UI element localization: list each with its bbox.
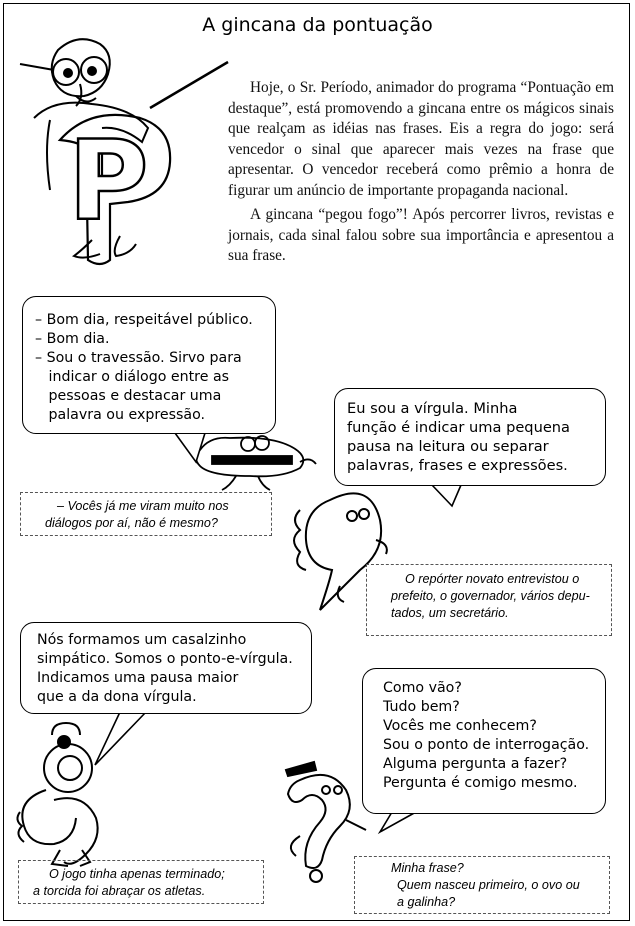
bubble-line: simpático. Somos o ponto-e-vírgula. — [37, 651, 293, 667]
bubble-virgula — [334, 388, 606, 486]
frase-line: diálogos por aí, não é mesmo? — [45, 516, 218, 530]
bubble-line: que a da dona vírgula. — [37, 689, 197, 705]
bubble-ponto-e-virgula — [20, 622, 312, 714]
bubble-line: palavras, frases e expressões. — [347, 457, 568, 474]
bubble-line: Alguma pergunta a fazer? — [383, 756, 568, 772]
bubble-line: Sou o ponto de interrogação. — [383, 737, 590, 753]
intro-paragraph-2: A gincana “pegou fogo”! Após percorrer livros, revistas e jornais, cada sinal falou sobre sua importância e apresentou a sua frase. — [228, 206, 614, 264]
bubble-line: Vocês me conhecem? — [383, 718, 537, 734]
bubble-line: função é indicar uma pequena — [347, 419, 570, 436]
frase-line: tados, um secretário. — [391, 606, 509, 620]
bubble-line: pessoas e destacar uma — [35, 388, 222, 404]
frase-line: Minha frase? — [391, 861, 464, 875]
bubble-travessao — [22, 296, 276, 434]
bubble-line: – Bom dia, respeitável público. — [35, 312, 253, 328]
frase-line: – Vocês já me viram muito nos — [57, 499, 229, 513]
bubble-line: palavra ou expressão. — [35, 407, 206, 423]
bubble-line: indicar o diálogo entre as — [35, 369, 230, 385]
frase-ponto-e-virgula — [18, 860, 264, 904]
bubble-line: Eu sou a vírgula. Minha — [347, 400, 518, 417]
frase-line: Quem nasceu primeiro, o ovo ou — [397, 878, 580, 892]
bubble-line: Indicamos uma pausa maior — [37, 670, 239, 686]
ponto-e-virgula-characters — [17, 723, 97, 866]
frase-line: O jogo tinha apenas terminado; — [49, 867, 225, 881]
frase-line: a torcida foi abraçar os atletas. — [33, 884, 206, 898]
frase-line: O repórter novato entrevistou o — [405, 572, 580, 586]
bubble-interrogacao — [362, 668, 606, 814]
frase-interrogacao — [354, 856, 610, 914]
frase-line: a galinha? — [397, 895, 456, 909]
mascot-letter-p: P — [68, 117, 149, 245]
bubble-line: Nós formamos um casalzinho — [37, 632, 247, 648]
bubble-line: Pergunta é comigo mesmo. — [383, 775, 578, 791]
bubble-line: – Bom dia. — [35, 331, 110, 347]
frase-travessao — [20, 492, 272, 536]
bubble-line: pausa na leitura ou separar — [347, 438, 549, 455]
frase-virgula — [366, 564, 612, 636]
intro-paragraph-1: Hoje, o Sr. Período, animador do programa “Pontuação em destaque”, está promovendo a gincana entre os mágicos sinais que realçam as idéias nas frases. Eis a regra do jogo: será vencedor o sinal que aparecer mais vezes na frase que apresentar. O vencedor receberá como prêmio a honra de figurar um anúncio de importante propaganda nacional. — [228, 79, 614, 199]
bubble-line: Como vão? — [383, 680, 462, 696]
travessao-character — [196, 436, 316, 490]
bubble-line: Tudo bem? — [383, 699, 460, 715]
intro-text — [228, 78, 614, 267]
bubble-line: – Sou o travessão. Sirvo para — [35, 350, 242, 366]
page-title: A gincana da pontuação — [202, 14, 433, 36]
frase-line: prefeito, o governador, vários depu- — [391, 589, 590, 603]
